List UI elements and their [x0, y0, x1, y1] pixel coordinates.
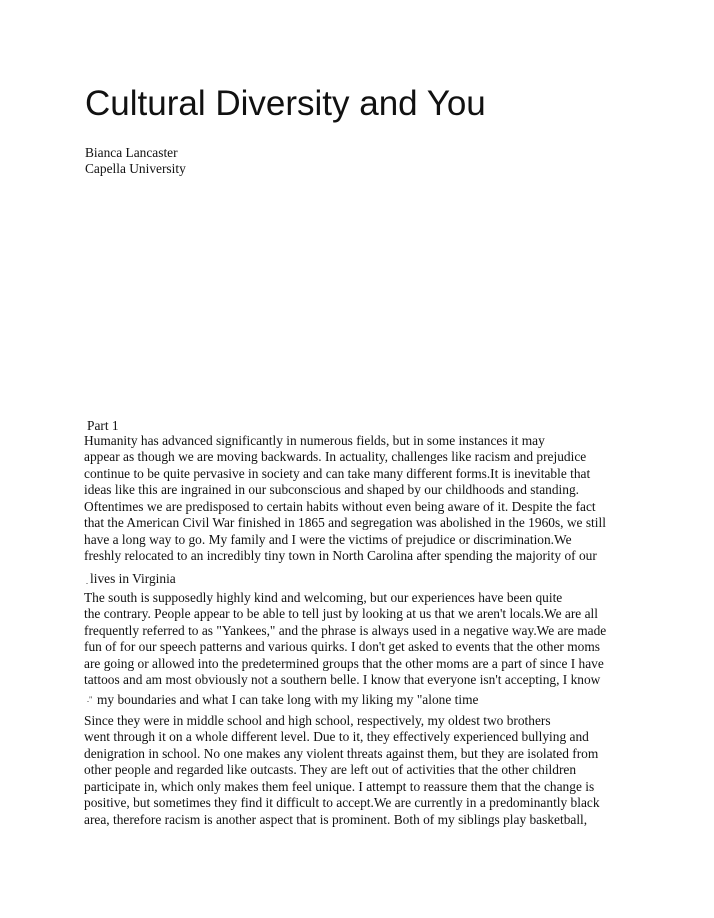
- text-line: fun of for our speech patterns and various quirks. I don't get asked to events that the other moms: [84, 639, 600, 654]
- text-line: went through it on a whole different level. Due to it, they effectively experienced bullying and: [84, 729, 589, 744]
- sentence-end-mark: .: [86, 577, 88, 586]
- text-line: have a long way to go. My family and I were the victims of prejudice or discrimination.We: [84, 532, 572, 547]
- section-heading: Part 1: [87, 418, 119, 433]
- text-line: that the American Civil War finished in 1865 and segregation was abolished in the 1960s, we still: [84, 515, 606, 530]
- text-line: participate in, which only makes them feel unique. I attempt to reassure them that the change is: [84, 779, 595, 794]
- text-line: The south is supposedly highly kind and welcoming, but our experiences have been quite: [84, 590, 563, 605]
- text-line: continue to be quite pervasive in society and can take many different forms.It is inevitable that: [84, 466, 591, 481]
- text-line: appear as though we are moving backwards. In actuality, challenges like racism and prejudice: [84, 449, 587, 464]
- text-line: ideas like this are ingrained in our subconscious and shaped by our childhoods and standing.: [84, 482, 579, 497]
- text-line: Humanity has advanced significantly in numerous fields, but in some instances it may: [84, 433, 545, 448]
- paragraph-1-end-line: lives in Virginia: [90, 571, 176, 586]
- text-line: area, therefore racism is another aspect that is prominent. Both of my siblings play basketball,: [84, 812, 588, 827]
- author-name: Bianca Lancaster: [85, 145, 178, 160]
- sentence-end-mark: .": [87, 695, 93, 704]
- page-title: Cultural Diversity and You: [85, 84, 486, 123]
- text-line: denigration in school. No one makes any violent threats against them, but they are isolated from: [84, 746, 599, 761]
- text-line: freshly relocated to an incredibly tiny town in North Carolina after spending the majority of our: [84, 548, 597, 563]
- institution-name: Capella University: [85, 160, 186, 176]
- text-line: the contrary. People appear to be able to tell just by looking at us that we aren't locals.We are all: [84, 606, 598, 621]
- text-line: Since they were in middle school and high school, respectively, my oldest two brothers: [84, 713, 551, 728]
- text-line: tattoos and am most obviously not a southern belle. I know that everyone isn't accepting, I know: [84, 672, 601, 687]
- text-line: frequently referred to as "Yankees," and the phrase is always used in a negative way.We are made: [84, 623, 607, 638]
- text-line: other people and regarded like outcasts. They are left out of activities that the other children: [84, 762, 577, 777]
- text-line: are going or allowed into the predetermined groups that the other moms are a part of since I have: [84, 656, 604, 671]
- text-line: positive, but sometimes they find it difficult to accept.We are currently in a predominantly black: [84, 795, 600, 810]
- author-block: [85, 145, 186, 176]
- paragraph-2-end-line: my boundaries and what I can take long with my liking my "alone time: [97, 692, 479, 707]
- text-line: Oftentimes we are predisposed to certain habits without even being aware of it. Despite the fact: [84, 499, 596, 514]
